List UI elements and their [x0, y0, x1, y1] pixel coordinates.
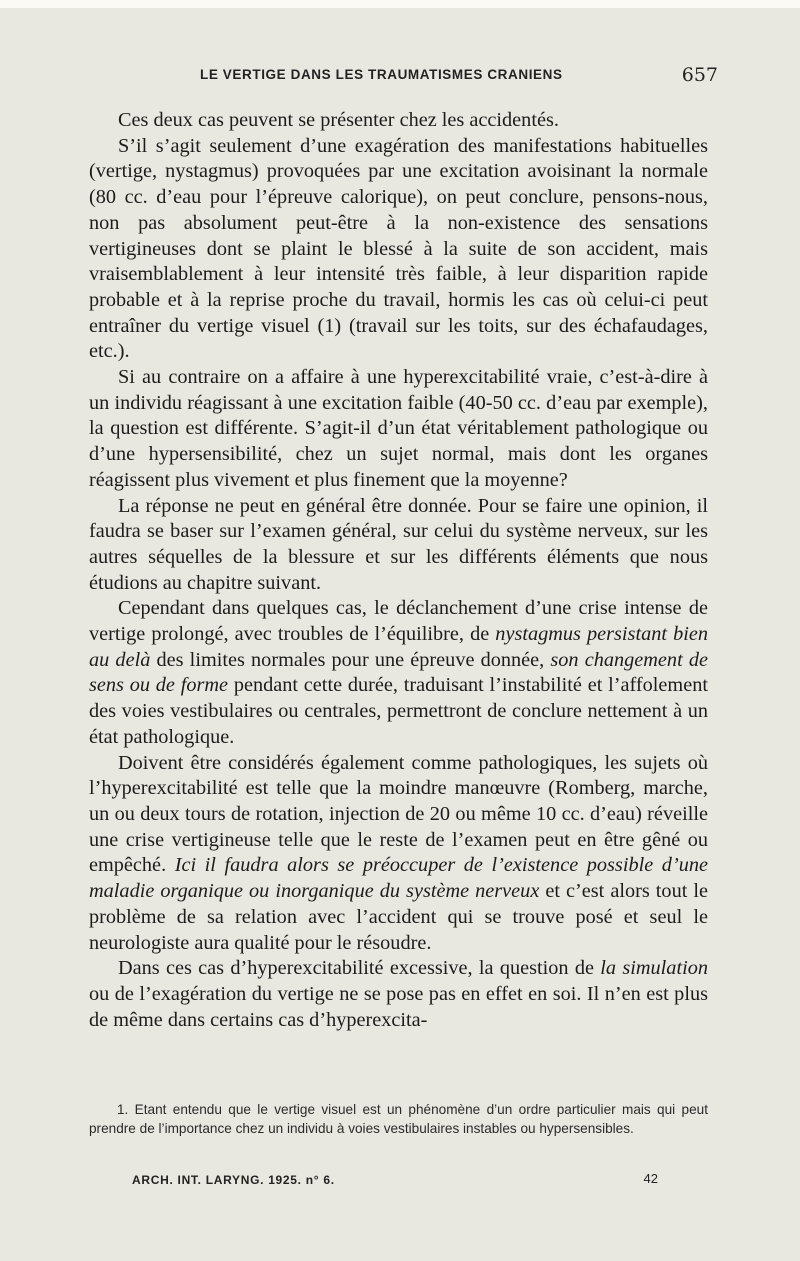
text-run: Dans ces cas d’hyperexcitabilité excessive, la question de [118, 957, 601, 980]
body-paragraph [89, 134, 708, 365]
body-paragraph [89, 365, 708, 494]
body-paragraph [89, 751, 708, 957]
text-run: et c’est alors tout le problème de sa relation avec l’accident qui se trouve posé et seul le neurologiste aura qualité pour le résoudre. [89, 880, 709, 954]
body-paragraph [89, 596, 708, 750]
text-run: pendant cette durée, traduisant l’instabilité et l’affolement des voies vestibulaires ou centrales, permettront de conclure nettement à un état pathologique. [89, 674, 708, 748]
body-text [89, 108, 708, 1033]
body-paragraph [89, 108, 708, 134]
text-run: ou de l’exagération du vertige ne se pose pas en effet en soi. Il n’en est plus de même dans certains cas d’hyperexcita- [89, 982, 708, 1031]
signature-mark: 42 [643, 1171, 658, 1186]
text-run: des limites normales pour une épreuve donnée, [150, 648, 551, 671]
journal-citation: ARCH. INT. LARYNG. 1925. n° 6. [132, 1173, 335, 1187]
page-footer [132, 1173, 658, 1193]
text-run: La réponse ne peut en général être donnée. Pour se faire une opinion, il faudra se baser sur l’examen général, sur celui du système nerveux, sur les autres séquelles de la blessure et sur les différents éléments que nous étudions au chapitre suivant. [89, 494, 708, 594]
text-run: S’il s’agit seulement d’une exagération des manifestations habituelles (vertige, nystagmus) provoquées par une excitation avoisinant la normale (80 cc. d’eau pour l’épreuve calorique), on peut conclure, pensons-nous, non pas absolument peut-être à la non-existence des sensations vertigineuses dont se plaint le blessé à la suite de son accident, mais vraisemblablement à leur intensité très faible, à leur disparition rapide probable et à la reprise proche du travail, hormis les cas où celui-ci peut entraîner du vertige visuel (1) (travail sur les toits, sur des échafaudages, etc.). [89, 134, 708, 363]
body-paragraph [89, 494, 708, 597]
text-run: Si au contraire on a affaire à une hyperexcitabilité vraie, c’est-à-dire à un individu réagissant à une excitation faible (40-50 cc. d’eau par exemple), la question est différente. S’agit-il d’un état véritablement pathologique ou d’une hypersensibilité, chez un sujet normal, mais dont les organes réagissent plus vivement et plus finement que la moyenne? [89, 366, 708, 491]
footnote [89, 1100, 708, 1138]
text-run: Ces deux cas peuvent se présenter chez les accidentés. [118, 109, 559, 131]
italic-run: nystagmus persistant bien au delà [89, 623, 708, 671]
italic-run: Ici il faudra alors se préoccuper de l’existence possible d’une maladie organique ou inorganique du système nerveux [89, 854, 708, 903]
text-run: Cependant dans quelques cas, le déclanchement d’une crise intense de vertige prolongé, avec troubles de l’équilibre, de [89, 597, 708, 646]
running-head: LE VERTIGE DANS LES TRAUMATISMES CRANIENS [200, 67, 563, 82]
page-number: 657 [681, 64, 718, 86]
body-paragraph [89, 956, 708, 1033]
italic-run: la simulation [600, 957, 708, 980]
italic-run: son changement de sens ou de forme [89, 648, 708, 697]
text-run: Doivent être considérés également comme pathologiques, les sujets où l’hyperexcitabilité est telle que la moindre manœuvre (Romberg, marche, un ou deux tours de rotation, injection de 20 ou même 10 cc. d’eau) réveille une crise vertigineuse telle que le reste de l’examen peut en être gêné ou empêché. [89, 751, 708, 877]
page-top-edge [0, 0, 800, 8]
page-header [200, 64, 718, 88]
footnote-text: 1. Etant entendu que le vertige visuel est un phénomène d’un ordre particulier mais qui peut prendre de l’importance chez un individu à voies vestibulaires instables ou hypersensibles. [89, 1102, 708, 1136]
